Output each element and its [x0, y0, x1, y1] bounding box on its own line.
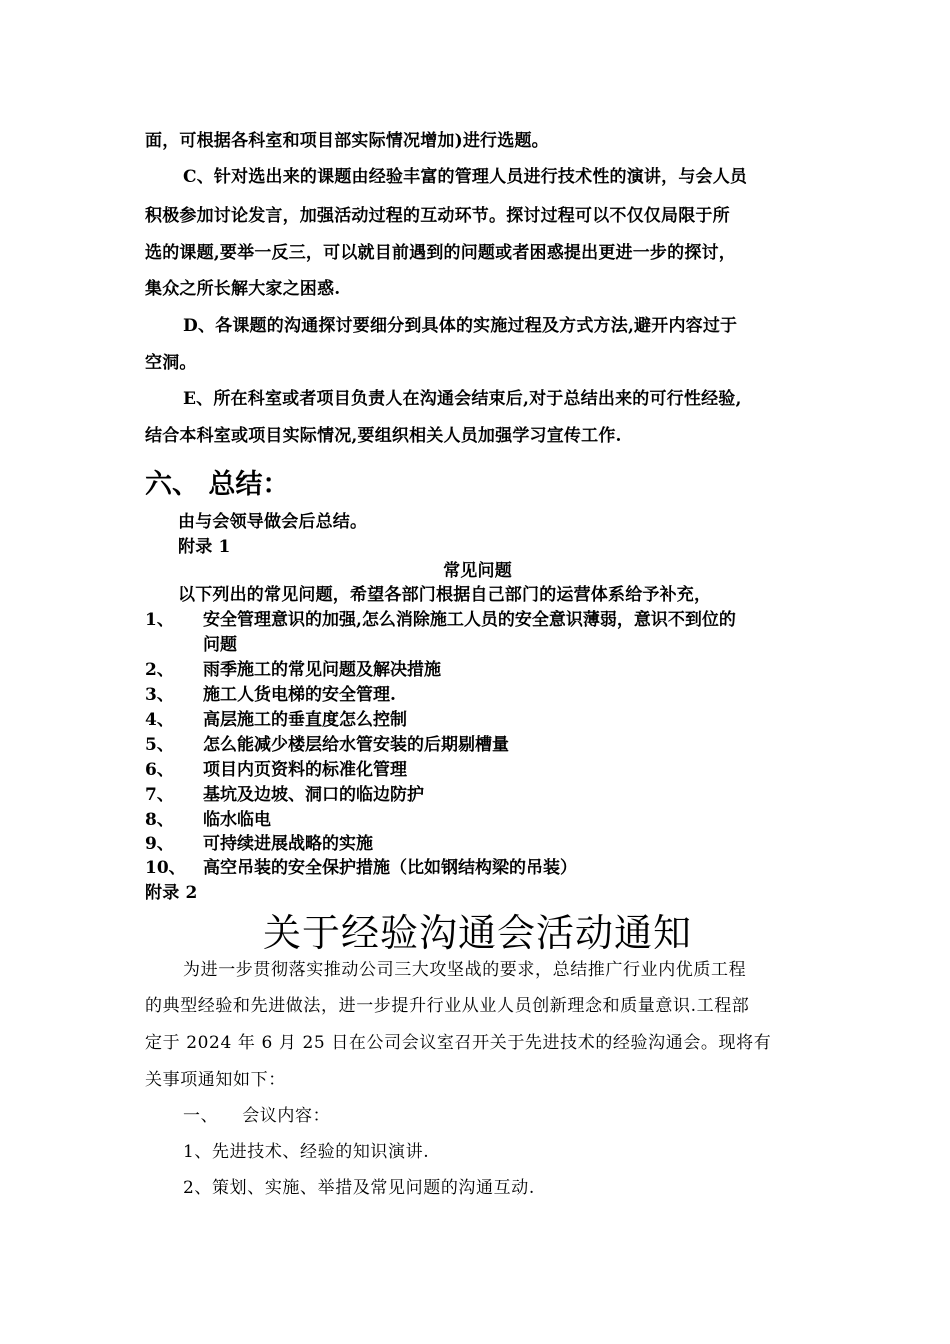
list-text: 项目内页资料的标准化管理 — [203, 760, 407, 780]
list-text: 施工人货电梯的安全管理. — [203, 685, 396, 705]
list-text: 高层施工的垂直度怎么控制 — [203, 710, 407, 730]
paragraph-c-line: 集众之所长解大家之困惑. — [145, 279, 341, 299]
appendix-intro: 以下列出的常见问题，希望各部门根据自己部门的运营体系给予补充， — [178, 585, 712, 605]
list-text: 基坑及边坡、洞口的临边防护 — [203, 785, 424, 805]
notice-point: 1、先进技术、经验的知识演讲. — [183, 1142, 430, 1162]
paragraph-d-line: D、各课题的沟通探讨要细分到具体的实施过程及方式方法,避开内容过于 — [183, 316, 738, 336]
list-number: 3、 — [145, 685, 174, 705]
section-heading: 六、 总结： — [145, 469, 290, 500]
list-number: 1、 — [145, 610, 174, 630]
paragraph-e-line: 结合本科室或项目实际情况,要组织相关人员加强学习宣传工作. — [145, 426, 622, 446]
list-text: 怎么能减少楼层给水管安装的后期剔槽量 — [203, 735, 509, 755]
notice-body-line: 为进一步贯彻落实推动公司三大攻坚战的要求，总结推广行业内优质工程 — [183, 960, 747, 980]
paragraph-c-line: 积极参加讨论发言，加强活动过程的互动环节。探讨过程可以不仅仅局限于所 — [145, 206, 730, 226]
paragraph-d-line: 空洞。 — [145, 353, 197, 373]
list-text: 雨季施工的常见问题及解决措施 — [203, 660, 441, 680]
list-number: 9、 — [145, 834, 174, 854]
notice-body-line: 定于 2024 年 6 月 25 日在公司会议室召开关于先进技术的经验沟通会。现将有 — [145, 1033, 772, 1053]
list-number: 7、 — [145, 785, 174, 805]
list-number: 10、 — [145, 858, 186, 878]
list-number: 5、 — [145, 735, 174, 755]
appendix-label: 附录 2 — [145, 883, 198, 903]
list-number: 2、 — [145, 660, 174, 680]
list-text: 问题 — [203, 635, 237, 655]
list-text: 可持续进展战略的实施 — [203, 834, 373, 854]
notice-point: 2、策划、实施、举措及常见问题的沟通互动. — [183, 1178, 535, 1198]
notice-body-line: 的典型经验和先进做法，进一步提升行业从业人员创新理念和质量意识.工程部 — [145, 996, 750, 1016]
list-number: 8、 — [145, 810, 174, 830]
list-text: 临水临电 — [203, 810, 271, 830]
list-text: 安全管理意识的加强,怎么消除施工人员的安全意识薄弱，意识不到位的 — [203, 610, 736, 630]
list-text: 高空吊装的安全保护措施（比如钢结构梁的吊装） — [203, 858, 577, 878]
appendix-label: 附录 1 — [178, 537, 231, 557]
section-body: 由与会领导做会后总结。 — [178, 512, 368, 532]
paragraph-e-line: E、所在科室或者项目负责人在沟通会结束后,对于总结出来的可行性经验, — [183, 389, 742, 409]
notice-subheading: 一、 会议内容： — [183, 1106, 331, 1126]
notice-title: 关于经验沟通会活动通知 — [262, 911, 692, 955]
paragraph-line: 面，可根据各科室和项目部实际情况增加)进行选题。 — [145, 131, 549, 151]
paragraph-c-line: C、针对选出来的课题由经验丰富的管理人员进行技术性的演讲，与会人员 — [183, 167, 748, 187]
paragraph-c-line: 选的课题,要举一反三，可以就目前遇到的问题或者困惑提出更进一步的探讨， — [145, 243, 736, 263]
notice-body-line: 关事项通知如下： — [145, 1070, 286, 1090]
list-number: 4、 — [145, 710, 174, 730]
appendix-title: 常见问题 — [443, 561, 512, 581]
list-number: 6、 — [145, 760, 174, 780]
